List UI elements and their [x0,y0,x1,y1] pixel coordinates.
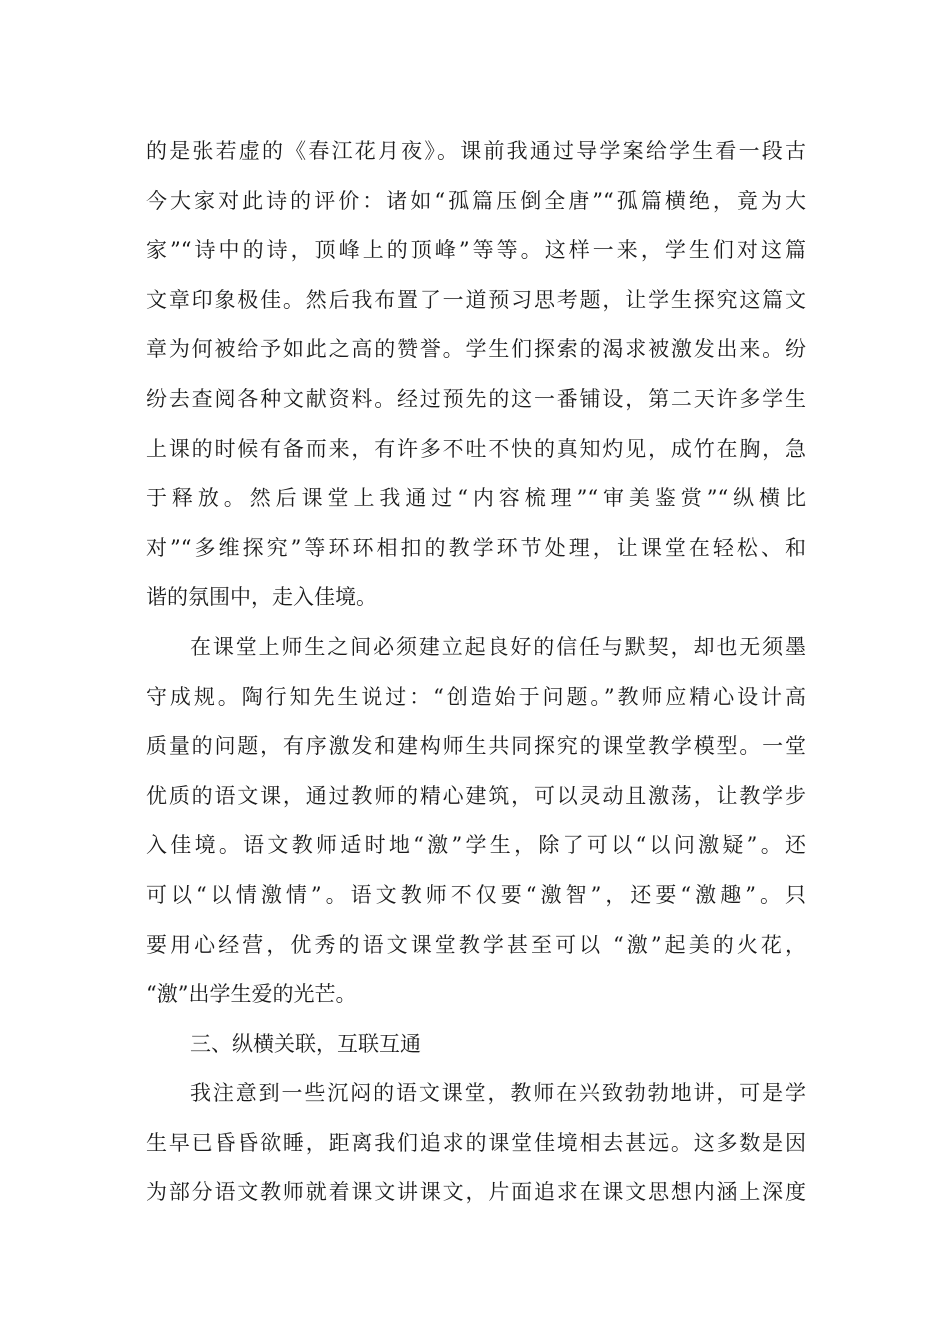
text-line: 质量的问题，有序激发和建构师生共同探究的课堂教学模型。一堂 [146,734,806,759]
text-line: 文章印象极佳。然后我布置了一道预习思考题，让学生探究这篇文 [146,287,806,312]
text-line: “激”出学生爱的光芒。 [146,982,357,1007]
section-heading [146,1020,806,1070]
paragraph [146,127,806,623]
text-line: 在课堂上师生之间必须建立起良好的信任与默契，却也无须墨 [190,634,806,659]
text-line: 的是张若虚的《春江花月夜》。课前我通过导学案给学生看一段古 [146,139,806,163]
paragraph [146,623,806,1020]
text-line: 纷去查阅各种文献资料。经过预先的这一番铺设，第二天许多学生 [146,386,806,411]
text-line: 守成规。陶行知先生说过：“创造始于问题。”教师应精心设计高 [146,684,806,709]
text-line: 我注意到一些沉闷的语文课堂，教师在兴致勃勃地讲，可是学 [190,1081,806,1106]
text-line: 可以“以情激情”。语文教师不仅要“激智”，还要“激趣”。只 [146,882,806,907]
text-line: 三、纵横关联，互联互通 [190,1031,421,1056]
body-text [146,127,806,1218]
paragraph [146,1069,806,1218]
text-line: 生早已昏昏欲睡，距离我们追求的课堂佳境相去甚远。这多数是因 [146,1130,806,1155]
text-line: 优质的语文课，通过教师的精心建筑，可以灵动且激荡，让教学步 [146,783,806,808]
text-line: 上课的时候有备而来，有许多不吐不快的真知灼见，成竹在胸，急 [146,436,806,461]
text-line: 家”“诗中的诗，顶峰上的顶峰”等等。这样一来，学生们对这篇 [146,238,806,263]
text-line: 谐的氛围中，走入佳境。 [146,585,377,610]
text-line: 今大家对此诗的评价：诸如“孤篇压倒全唐”“孤篇横绝，竟为大 [146,188,806,213]
text-line: 要用心经营，优秀的语文课堂教学甚至可以 “激”起美的火花， [146,932,806,957]
text-line: 为部分语文教师就着课文讲课文，片面追求在课文思想内涵上深度 [146,1180,806,1205]
text-line: 章为何被给予如此之高的赞誉。学生们探索的渴求被激发出来。纷 [146,337,806,362]
text-line: 入佳境。语文教师适时地“激”学生，除了可以“以问激疑”。还 [146,833,806,858]
text-line: 对”“多维探究”等环环相扣的教学环节处理，让课堂在轻松、和 [146,535,806,560]
text-line: 于释放。然后课堂上我通过“内容梳理”“审美鉴赏”“纵横比 [146,486,806,511]
